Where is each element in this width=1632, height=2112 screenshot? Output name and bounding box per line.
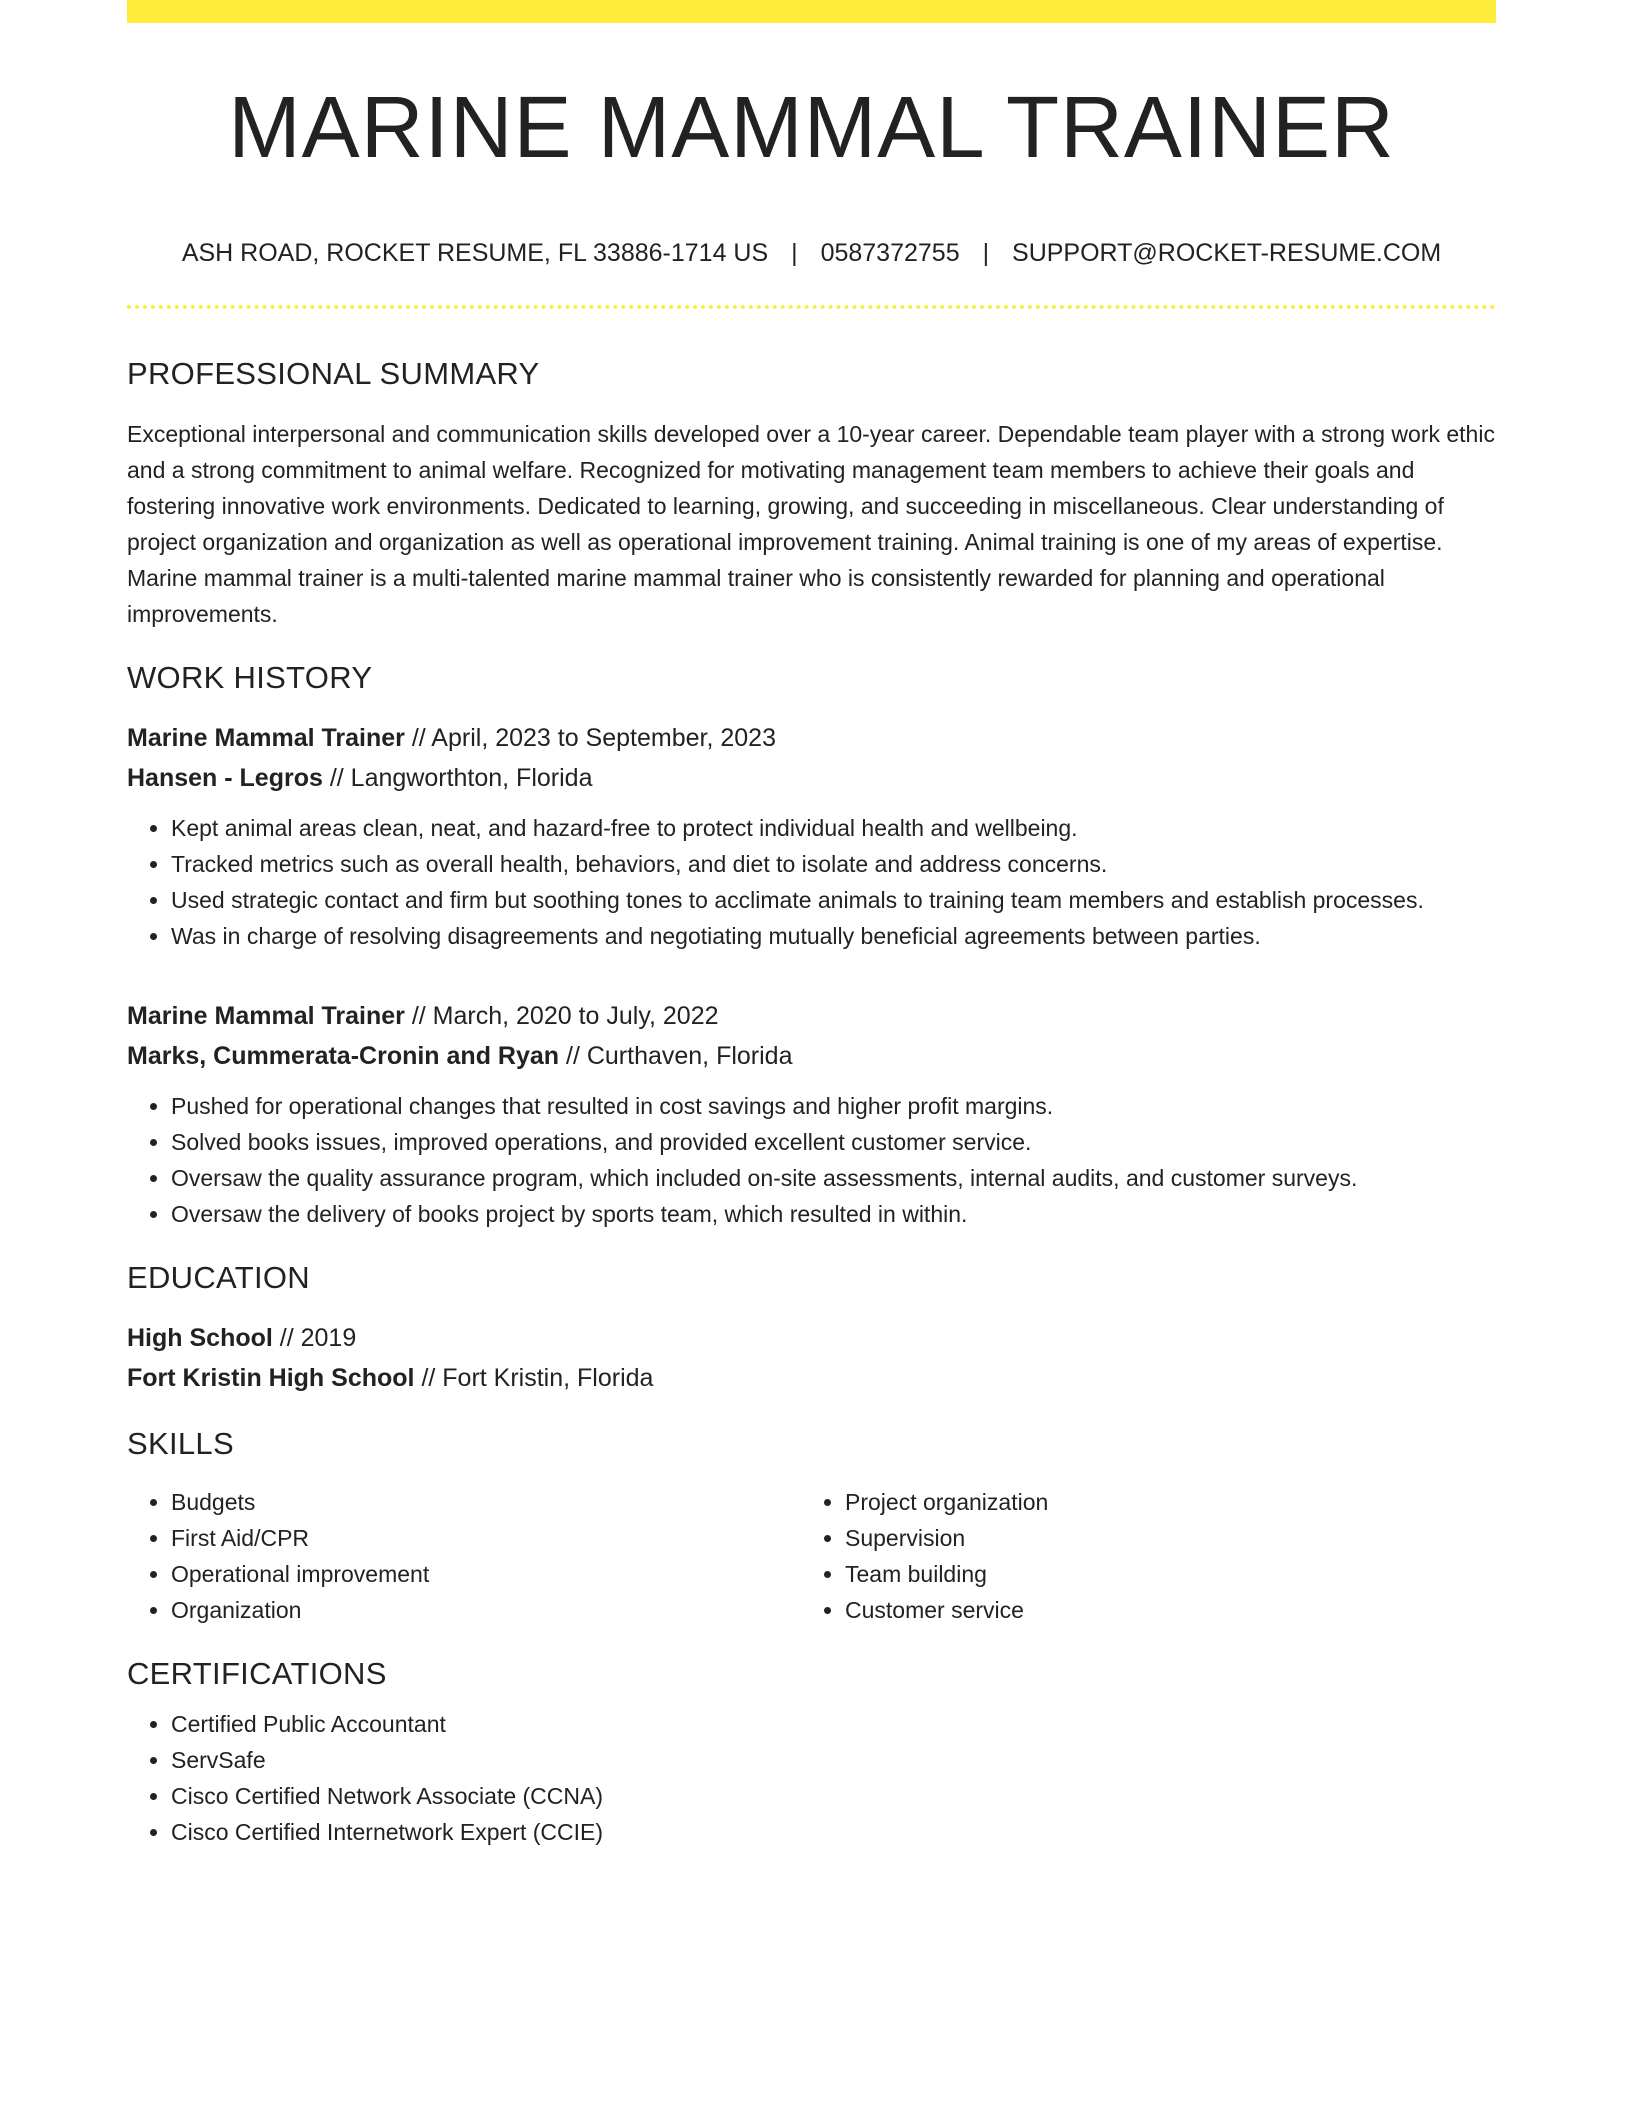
resume-content: [127, 354, 1496, 1850]
contact-separator: |: [791, 239, 798, 267]
certifications-heading: CERTIFICATIONS: [127, 1656, 387, 1691]
list-item: • Kept animal areas clean, neat, and hazard-free to protect individual health and wellbeing.: [171, 810, 1496, 846]
contact-separator: |: [982, 239, 990, 267]
contact-line: [127, 236, 1496, 270]
work-history-section: [127, 658, 1496, 1232]
job-company: Marks, Cummerata-Cronin and Ryan: [127, 1042, 560, 1070]
job-bullets: [127, 1088, 1496, 1232]
education-section: [127, 1258, 1496, 1398]
education-school-line: [127, 1358, 1496, 1398]
education-degree: High School: [127, 1324, 273, 1352]
list-item: • Certified Public Accountant: [171, 1706, 1496, 1742]
list-item: • Oversaw the delivery of books project by sports team, which resulted in within.: [171, 1196, 1496, 1232]
certifications-list: [127, 1706, 1496, 1850]
list-item: • Supervision: [845, 1520, 1475, 1556]
job-role: Marine Mammal Trainer: [127, 724, 405, 752]
job-location: // Curthaven, Florida: [566, 1042, 793, 1070]
list-item: • Solved books issues, improved operations, and provided excellent customer service.: [171, 1124, 1496, 1160]
header-divider: [127, 305, 1496, 309]
job-role: Marine Mammal Trainer: [127, 1002, 405, 1030]
resume-name: MARINE MAMMAL TRAINER: [228, 79, 1395, 176]
list-item: • Organization: [171, 1592, 801, 1628]
list-item: • Used strategic contact and firm but soothing tones to acclimate animals to training team members and establish processes.: [171, 882, 1496, 918]
list-item: • Tracked metrics such as overall health, behaviors, and diet to isolate and address concerns.: [171, 846, 1496, 882]
education-heading: EDUCATION: [127, 1260, 310, 1295]
job-dates: // March, 2020 to July, 2022: [411, 1002, 719, 1030]
certifications-section: [127, 1654, 1496, 1850]
summary-heading: PROFESSIONAL SUMMARY: [127, 356, 540, 391]
skills-column-left: [127, 1484, 801, 1628]
list-item: • Project organization: [845, 1484, 1475, 1520]
summary-section: [127, 354, 1496, 632]
skills-section: [127, 1424, 1496, 1628]
education-location: // Fort Kristin, Florida: [421, 1364, 654, 1392]
job-company: Hansen - Legros: [127, 764, 323, 792]
list-item: • Budgets: [171, 1484, 801, 1520]
job-company-line: [127, 758, 1496, 798]
job-title-line: [127, 996, 1496, 1036]
top-accent-bar: [127, 0, 1496, 23]
job-location: // Langworthton, Florida: [329, 764, 593, 792]
work-history-heading: WORK HISTORY: [127, 660, 373, 695]
list-item: • First Aid/CPR: [171, 1520, 801, 1556]
education-degree-line: [127, 1318, 1496, 1358]
contact-address: ASH ROAD, ROCKET RESUME, FL 33886-1714 US: [181, 239, 769, 267]
list-item: • Customer service: [845, 1592, 1475, 1628]
job-title-line: [127, 718, 1496, 758]
list-item: • Cisco Certified Network Associate (CCNA): [171, 1778, 1496, 1814]
contact-phone: 0587372755: [820, 239, 960, 267]
list-item: • Operational improvement: [171, 1556, 801, 1592]
education-year: // 2019: [279, 1324, 357, 1352]
education-school: Fort Kristin High School: [127, 1364, 415, 1392]
list-item: • ServSafe: [171, 1742, 1496, 1778]
list-item: • Pushed for operational changes that resulted in cost savings and higher profit margins.: [171, 1088, 1496, 1124]
list-item: • Team building: [845, 1556, 1475, 1592]
skills-heading: SKILLS: [127, 1426, 234, 1461]
list-item: • Oversaw the quality assurance program, which included on-site assessments, internal audits, and customer surveys.: [171, 1160, 1496, 1196]
skills-grid: [127, 1484, 1496, 1628]
list-item: • Cisco Certified Internetwork Expert (CCIE): [171, 1814, 1496, 1850]
job-bullets: [127, 810, 1496, 954]
job-company-line: [127, 1036, 1496, 1076]
summary-text: Exceptional interpersonal and communication skills developed over a 10-year career. Dependable team player with a strong work ethic and a strong commitment to animal welfare. Recognized for motivating management team members to achieve their goals and fostering innovative work environments. Dedicated to learning, growing, and succeeding in miscellaneous. Clear understanding of project organization and organization as well as operational improvement training. Animal training is one of my areas of expertise. Marine mammal trainer is a multi-talented marine mammal trainer who is consistently rewarded for planning and operational improvements.: [127, 421, 1495, 627]
skills-column-right: [801, 1484, 1475, 1628]
contact-email: SUPPORT@ROCKET-RESUME.COM: [1012, 239, 1442, 267]
list-item: • Was in charge of resolving disagreements and negotiating mutually beneficial agreements between parties.: [171, 918, 1496, 954]
job-dates: // April, 2023 to September, 2023: [411, 724, 776, 752]
